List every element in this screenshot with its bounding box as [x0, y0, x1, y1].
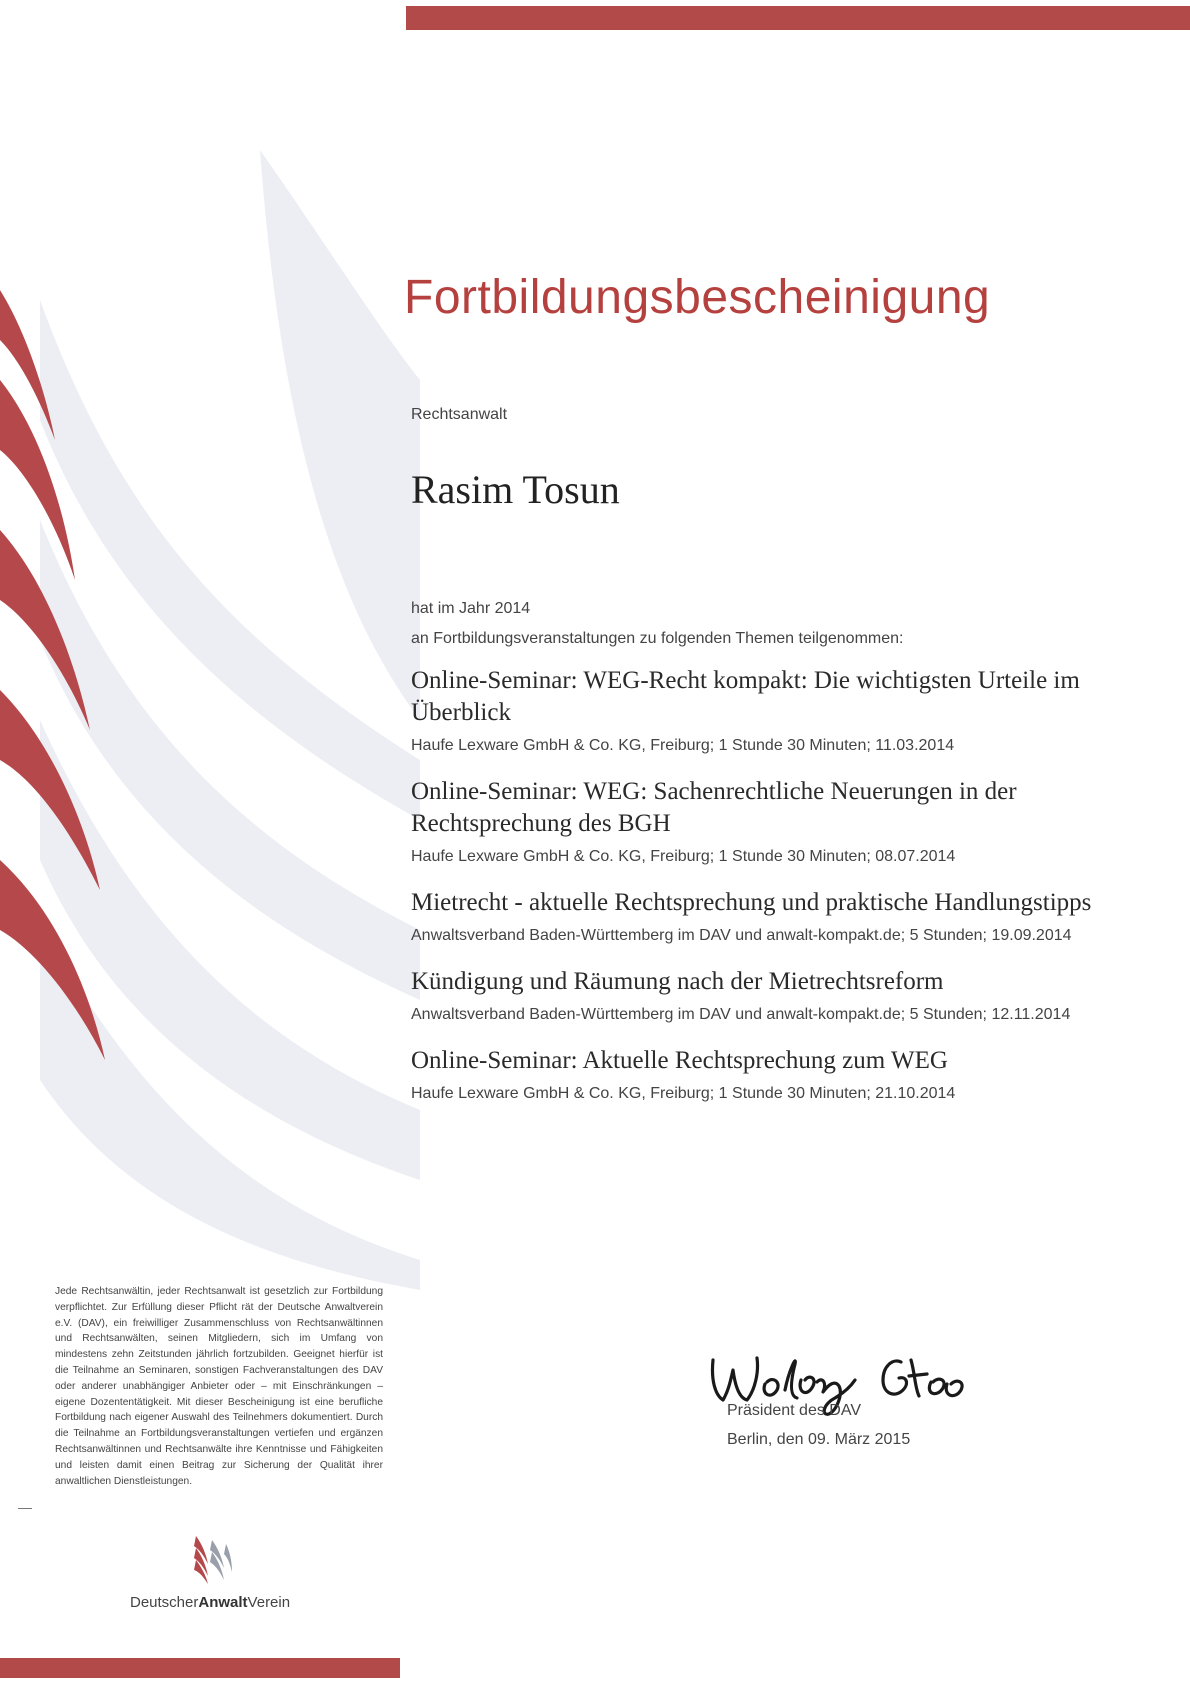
- signature-block: [705, 1340, 1005, 1480]
- seminar-details: Anwaltsverband Baden-Württemberg im DAV und anwalt-kompakt.de; 5 Stunden; 19.09.2014: [411, 927, 1072, 944]
- seminar-item: [411, 665, 1151, 760]
- seminar-details: Haufe Lexware GmbH & Co. KG, Freiburg; 1 Stunde 30 Minuten; 11.03.2014: [411, 737, 955, 754]
- seminar-details: Haufe Lexware GmbH & Co. KG, Freiburg; 1 Stunde 30 Minuten; 21.10.2014: [411, 1085, 956, 1102]
- seminar-title: Online-Seminar: WEG-Recht kompakt: Die wichtigsten Urteile im Überblick: [411, 667, 1080, 726]
- seminar-details: Anwaltsverband Baden-Württemberg im DAV und anwalt-kompakt.de; 5 Stunden; 12.11.2014: [411, 1006, 1071, 1023]
- seminar-item: [411, 887, 1151, 950]
- document-title: Fortbildungsbescheinigung: [404, 271, 991, 324]
- seminar-title: Online-Seminar: Aktuelle Rechtsprechung zum WEG: [411, 1047, 948, 1074]
- seminar-title: Mietrecht - aktuelle Rechtsprechung und praktische Handlungstipps: [411, 889, 1092, 916]
- seminar-item: [411, 1045, 1151, 1108]
- intro-text: [411, 594, 1131, 654]
- logo-text-part: Verein: [247, 1594, 291, 1611]
- fold-mark: [18, 1508, 32, 1509]
- intro-line-1: hat im Jahr 2014: [411, 600, 531, 617]
- bottom-red-bar: [0, 1658, 400, 1678]
- dav-logo: [130, 1530, 330, 1630]
- seminar-title: Online-Seminar: WEG: Sachenrechtliche Neuerungen in der Rechtsprechung des BGH: [411, 778, 1017, 837]
- signatory-role: Präsident des DAV: [727, 1402, 861, 1419]
- recipient-name: Rasim Tosun: [411, 467, 620, 512]
- seminar-item: [411, 776, 1151, 871]
- seminar-list: [411, 665, 1151, 1124]
- seminar-title: Kündigung und Räumung nach der Mietrechtsreform: [411, 968, 944, 995]
- logo-text-part: Deutscher: [130, 1594, 199, 1611]
- place-and-date: Berlin, den 09. März 2015: [727, 1431, 911, 1448]
- recipient-role: Rechtsanwalt: [411, 406, 508, 423]
- dav-logo-icon: [192, 1530, 252, 1586]
- intro-line-2: an Fortbildungsveranstaltungen zu folgenden Themen teilgenommen:: [411, 630, 904, 647]
- dav-logo-wordmark: [130, 1594, 290, 1611]
- seminar-details: Haufe Lexware GmbH & Co. KG, Freiburg; 1 Stunde 30 Minuten; 08.07.2014: [411, 848, 956, 865]
- legal-notice: Jede Rechtsanwältin, jeder Rechtsanwalt ist gesetzlich zur Fortbildung verpflichtet. Zur Erfüllung dieser Pflicht rät der Deutsche Anwaltverein e.V. (DAV), ein freiwilliger Zusammenschluss von Rechtsanwältinnen und Rechtsanwälten, seinen Mitgliedern, sich im Umfang von mindestens zehn Zeitstunden jährlich fortzubilden. Geeignet hierfür ist die Teilnahme an Seminaren, sonstigen Fachveranstaltungen des DAV oder anderer unabhängiger Anbieter oder – mit Einschränkungen – eigene Dozententätigkeit. Mit dieser Bescheinigung ist eine berufliche Fortbildung nach eigener Auswahl des Teilnehmers dokumentiert. Durch die Teilnahme an Fortbildungsveranstaltungen vertiefen und ergänzen Rechtsanwältinnen und Rechtsanwälte ihre Kenntnisse und Fähigkeiten und leisten damit einen Beitrag zur Sicherung der Qualität ihrer anwaltlichen Dienstleistungen.: [55, 1286, 383, 1487]
- seminar-item: [411, 966, 1151, 1029]
- logo-text-bold: Anwalt: [198, 1594, 248, 1611]
